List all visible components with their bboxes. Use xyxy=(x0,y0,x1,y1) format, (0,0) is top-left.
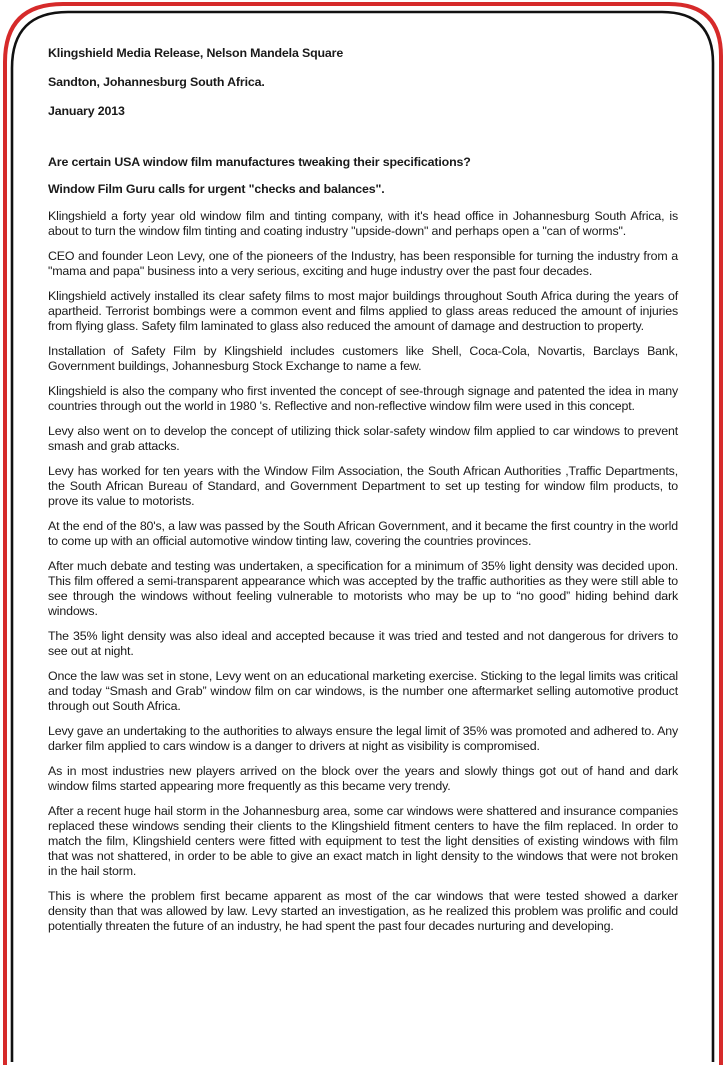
paragraph: As in most industries new players arrived on the block over the years and slowly things got out of hand and dark window films started appearing more frequently as this became very trendy. xyxy=(48,764,678,793)
paragraph: After a recent huge hail storm in the Johannesburg area, some car windows were shattered and insurance companies replaced these windows sending their clients to the Klingshield fitment centers to have the film replaced. In order to match the film, Klingshield centers were fitted with equipment to test the light densities of existing windows with film that was not shattered, in order to be able to give an exact match in light density to the windows that were not broken in the hail storm. xyxy=(48,804,678,878)
paragraph: At the end of the 80's, a law was passed by the South African Government, and it became the first country in the world to come up with an official automotive window tinting law, covering the countries provinces. xyxy=(48,519,678,548)
header-line-2: Sandton, Johannesburg South Africa. xyxy=(48,75,265,89)
paragraph: This is where the problem first became apparent as most of the car windows that were tested showed a darker density than that was allowed by law. Levy started an investigation, as he realized this problem was prolific and could potentially threaten the future of an industry, he had spent the past four decades nurturing and developing. xyxy=(48,889,678,933)
paragraph: Levy gave an undertaking to the authorities to always ensure the legal limit of 35% was promoted and adhered to. Any darker film applied to cars window is a danger to drivers at night as visibility is compromised. xyxy=(48,724,678,753)
paragraph: Klingshield a forty year old window film and tinting company, with it's head office in Johannesburg South Africa, is about to turn the window film tinting and coating industry "upside-down" and perhaps open a "can of worms". xyxy=(48,209,678,238)
headline-subtitle: Window Film Guru calls for urgent "checks and balances". xyxy=(48,182,385,196)
paragraph: The 35% light density was also ideal and accepted because it was tried and tested and not dangerous for drivers to see out at night. xyxy=(48,629,678,658)
paragraph: Once the law was set in stone, Levy went on an educational marketing exercise. Sticking to the legal limits was critical and today “Smash and Grab” window film on car windows, is the number one aftermarket selling automotive product through out South Africa. xyxy=(48,669,678,713)
paragraph: Klingshield actively installed its clear safety films to most major buildings throughout South Africa during the years of apartheid. Terrorist bombings were a common event and films applied to glass areas reduced the amount of injuries from flying glass. Safety film laminated to glass also reduced the amount of damage and destruction to property. xyxy=(48,289,678,333)
paragraph: After much debate and testing was undertaken, a specification for a minimum of 35% light density was decided upon. This film offered a semi-transparent appearance which was accepted by the traffic authorities as they were still able to see through the windows without feeling vulnerable to motorists who may be up to “no good” hiding behind dark windows. xyxy=(48,559,678,618)
press-release-body xyxy=(48,46,678,944)
paragraph: Levy has worked for ten years with the Window Film Association, the South African Authorities ,Traffic Departments, the South African Bureau of Standard, and Government Department to set up testing for window film products, to prove its value to motorists. xyxy=(48,464,678,508)
paragraph: CEO and founder Leon Levy, one of the pioneers of the Industry, has been responsible for turning the industry from a "mama and papa" business into a very serious, exciting and huge industry over the past four decades. xyxy=(48,249,678,278)
paragraph: Levy also went on to develop the concept of utilizing thick solar-safety window film applied to car windows to prevent smash and grab attacks. xyxy=(48,424,678,453)
paragraph: Klingshield is also the company who first invented the concept of see-through signage and patented the idea in many countries through out the world in 1980 's. Reflective and non-reflective window film were used in this concept. xyxy=(48,384,678,413)
header-line-date: January 2013 xyxy=(48,104,125,118)
paragraph: Installation of Safety Film by Klingshield includes customers like Shell, Coca-Cola, Novartis, Barclays Bank, Government buildings, Johannesburg Stock Exchange to name a few. xyxy=(48,344,678,373)
headline-question: Are certain USA window film manufactures tweaking their specifications? xyxy=(48,155,471,169)
header-line-1: Klingshield Media Release, Nelson Mandela Square xyxy=(48,46,344,60)
